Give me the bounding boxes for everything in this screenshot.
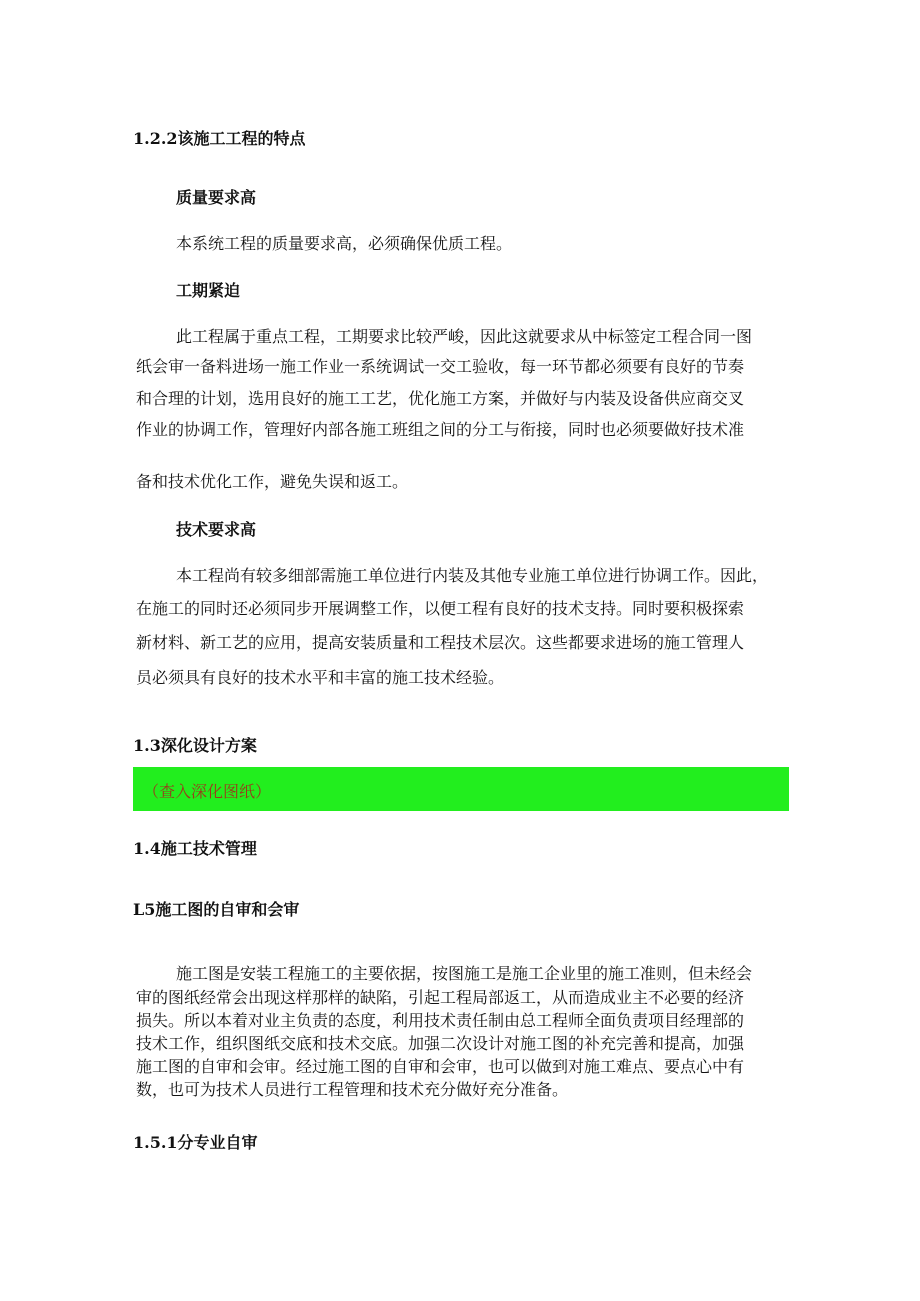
paragraph-line: 技术工作，组织图纸交底和技术交底。加强二次设计对施工图的补充完善和提高，加强 [136, 1034, 745, 1053]
paragraph-line: 数，也可为技术人员进行工程管理和技术充分做好充分准备。 [136, 1080, 569, 1099]
paragraph-line: 施工图是安装工程施工的主要依据，按图施工是施工企业里的施工准则，但未经会 [176, 964, 753, 983]
paragraph-line: 本工程尚有较多细部需施工单位进行内装及其他专业施工单位进行协调工作。因此， [176, 566, 769, 585]
paragraph-line: 施工图的自审和会审。经过施工图的自审和会审，也可以做到对施工难点、要点心中有 [136, 1057, 745, 1076]
subheading-schedule: 工期紧迫 [176, 281, 241, 300]
heading-1-5: L5施工图的自审和会审 [133, 900, 300, 919]
highlight-note-box [133, 767, 789, 811]
heading-1-5-1: 1.5.1分专业自审 [133, 1133, 258, 1152]
paragraph-line: 在施工的同时还必须同步开展调整工作，以便工程有良好的技术支持。同时要积极探索 [136, 599, 745, 618]
paragraph-line: 作业的协调工作，管理好内部各施工班组之间的分工与衔接，同时也必须要做好技术准 [136, 420, 745, 439]
paragraph-line: 和合理的计划，选用良好的施工工艺，优化施工方案，并做好与内装及设备供应商交叉 [136, 389, 745, 408]
heading-1-4: 1.4施工技术管理 [133, 839, 257, 858]
heading-1-2-2: 1.2.2该施工工程的特点 [133, 129, 306, 148]
subheading-technical: 技术要求高 [176, 520, 257, 539]
paragraph-line: 此工程属于重点工程，工期要求比较严峻，因此这就要求从中标签定工程合同一图 [176, 327, 753, 346]
paragraph-line: 新材料、新工艺的应用，提高安装质量和工程技术层次。这些都要求进场的施工管理人 [136, 633, 745, 652]
paragraph-quality-line: 本系统工程的质量要求高，必须确保优质工程。 [176, 234, 513, 253]
paragraph-line: 备和技术优化工作，避免失误和返工。 [136, 472, 409, 491]
paragraph-line: 纸会审一备料进场一施工作业一系统调试一交工验收，每一环节都必须要有良好的节奏 [136, 357, 745, 376]
paragraph-line: 审的图纸经常会出现这样那样的缺陷，引起工程局部返工，从而造成业主不必要的经济 [136, 988, 745, 1007]
paragraph-line: 员必须具有良好的技术水平和丰富的施工技术经验。 [136, 668, 505, 687]
heading-1-3: 1.3深化设计方案 [133, 736, 257, 755]
paragraph-line: 损失。所以本着对业主负责的态度，利用技术责任制由总工程师全面负责项目经理部的 [136, 1011, 745, 1030]
subheading-quality: 质量要求高 [176, 188, 257, 207]
highlight-note-text: （查入深化图纸） [143, 782, 272, 801]
